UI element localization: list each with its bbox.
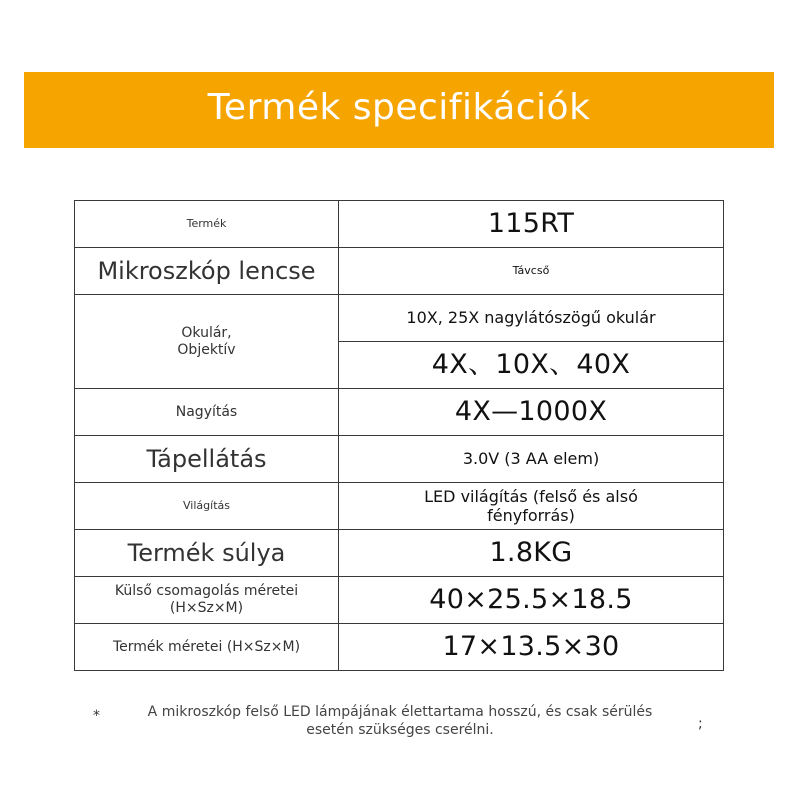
spec-value-package-size: 40×25.5×18.5 [339,577,724,624]
spec-value-product-size: 17×13.5×30 [339,624,724,671]
spec-value-eyepiece: 10X, 25X nagylátószögű okulár [339,295,724,342]
spec-value-power: 3.0V (3 AA elem) [339,436,724,483]
spec-label-lighting: Világítás [75,483,339,530]
table-row [75,483,724,530]
table-row [75,624,724,671]
note-end-mark: ; [698,716,703,732]
spec-value-product: 115RT [339,201,724,248]
spec-value-weight: 1.8KG [339,530,724,577]
table-row [75,295,724,342]
page-title: Termék specifikációk [207,86,591,128]
spec-label-line: (H×Sz×M) [169,600,244,616]
footnote-line: A mikroszkóp felső LED lámpájának élettartama hosszú, és csak sérülés [147,704,653,720]
table-row [75,201,724,248]
spec-value-line: fényforrás) [487,506,575,525]
table-row [75,436,724,483]
spec-table [74,200,724,671]
table-row [75,248,724,295]
footnote [90,703,710,739]
spec-value-magnification: 4X—1000X [339,389,724,436]
spec-label-product: Termék [75,201,339,248]
table-row [75,389,724,436]
table-row [75,577,724,624]
spec-value-line: LED világítás (felső és alsó [424,486,638,506]
spec-label-line: Okulár, [181,324,232,341]
spec-value-objective: 4X、10X、40X [339,342,724,389]
spec-label-package-size [75,577,339,624]
spec-label-product-size: Termék méretei (H×Sz×M) [75,624,339,671]
spec-label-eyepiece-objective [75,295,339,389]
spec-label-line: Objektív [177,341,236,358]
note-lead-mark: * [93,708,100,724]
spec-label-weight: Termék súlya [75,530,339,577]
table-row [75,530,724,577]
title-banner [24,72,774,148]
spec-value-lens: Távcső [339,248,724,295]
spec-label-lens: Mikroszkóp lencse [75,248,339,295]
spec-label-power: Tápellátás [75,436,339,483]
footnote-line: esetén szükséges cserélni. [306,722,494,739]
spec-label-magnification: Nagyítás [75,389,339,436]
spec-label-line: Külső csomagolás méretei [114,583,299,600]
spec-value-lighting [339,483,724,530]
